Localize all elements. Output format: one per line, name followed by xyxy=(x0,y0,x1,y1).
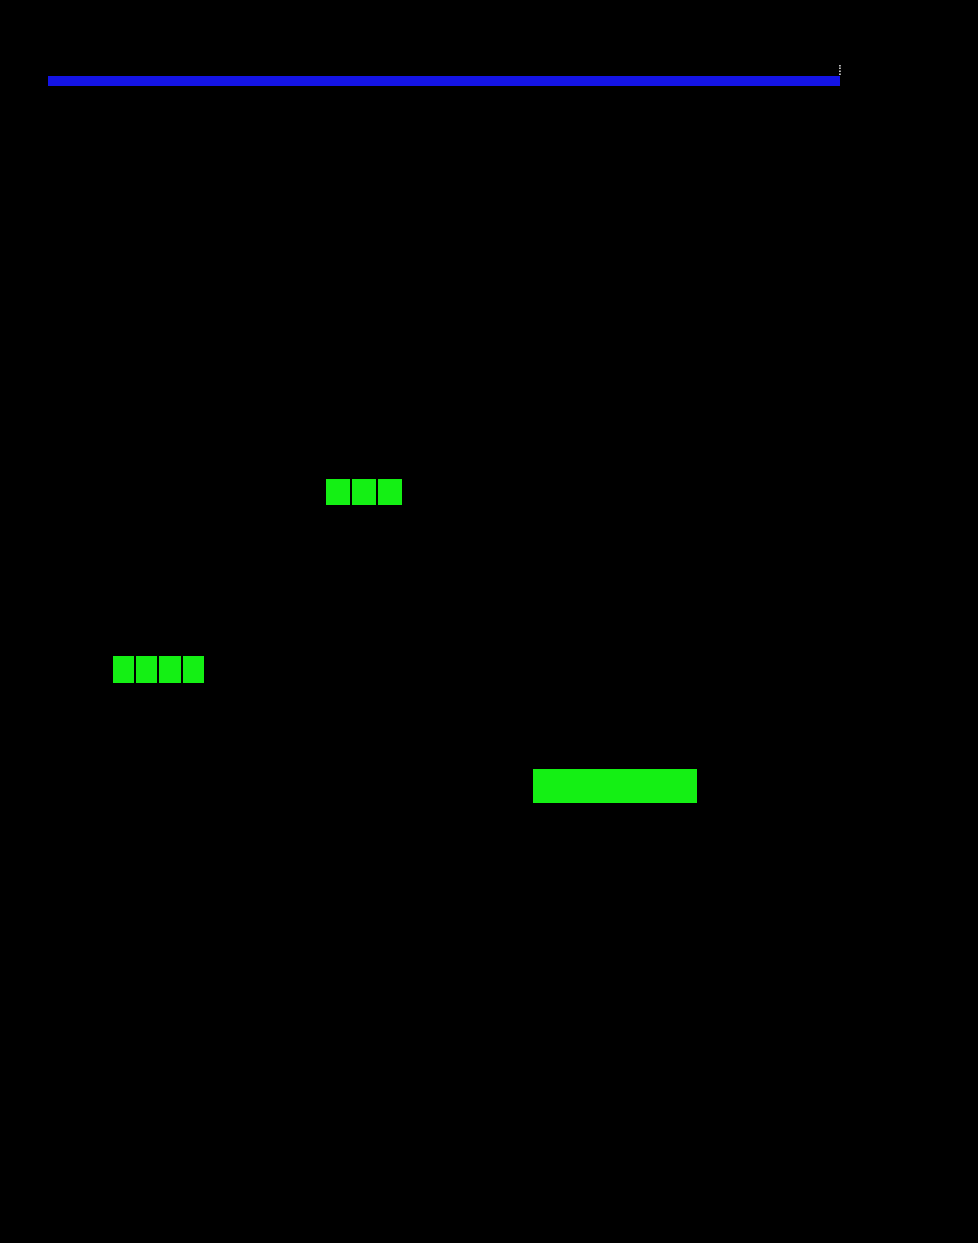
viscosity-cell xyxy=(344,655,367,684)
viscosity-cell xyxy=(65,655,88,684)
fluidity-scale xyxy=(34,768,864,804)
viscosity-tick-label: 1.5 xyxy=(704,626,726,643)
fluidity-selected-segment xyxy=(532,768,698,804)
review-note: N.B. This TDS will be subject to review after 12 supplied batches. xyxy=(42,250,649,273)
penetration-cell xyxy=(351,478,377,506)
viscosity-cell xyxy=(763,655,786,684)
viscosity-cell xyxy=(321,655,344,684)
penetration-cell xyxy=(197,478,223,506)
viscosity-high-label: HIGH xyxy=(864,599,904,616)
viscosity-cell xyxy=(42,655,65,684)
viscosity-cell xyxy=(693,655,716,684)
penetration-cell xyxy=(248,478,274,506)
viscosity-tick-label: 0.9 xyxy=(425,626,447,643)
penetration-cell xyxy=(68,478,94,506)
penetration-tick-label: 20 xyxy=(472,447,490,464)
viscosity-cell xyxy=(902,655,925,684)
viscosity-tick-label: 1.7 xyxy=(797,626,819,643)
viscosity-tick-label: 1.0 xyxy=(471,626,493,643)
property-name: Type of Filler: xyxy=(42,856,169,879)
viscosity-cell xyxy=(461,655,484,684)
penetration-cell xyxy=(300,478,326,506)
viscosity-tick-label: 0.4 xyxy=(192,626,214,643)
viscosity-cell xyxy=(833,655,856,684)
viscosity-cell xyxy=(89,655,112,684)
viscosity-tick-label: 0.6 xyxy=(285,626,307,643)
viscosity-tick-label: 1.1 xyxy=(518,626,540,643)
viscosity-cell xyxy=(600,655,623,684)
viscosity-cell xyxy=(205,655,228,684)
viscosity-cell xyxy=(251,655,274,684)
viscosity-cell xyxy=(623,655,646,684)
viscosity-tick-label: 0.2 xyxy=(99,626,121,643)
property-row xyxy=(42,894,742,932)
product-name: A7-TGG/09 Jewellery Wax xyxy=(42,205,349,233)
viscosity-tick-label: 1.9 xyxy=(890,626,912,643)
penetration-cell xyxy=(403,478,429,506)
penetration-cell xyxy=(325,478,351,506)
penetration-cell xyxy=(94,478,120,506)
penetration-cell xyxy=(42,478,68,506)
viscosity-cell xyxy=(786,655,809,684)
viscosity-cell xyxy=(275,655,298,684)
property-value: 0.05% Max xyxy=(368,894,474,917)
viscosity-cell xyxy=(554,655,577,684)
penetration-cell xyxy=(480,478,506,506)
penetration-low-label: HARD xyxy=(52,420,98,437)
viscosity-scale xyxy=(42,655,926,684)
viscosity-cell xyxy=(182,655,205,684)
viscosity-label: Viscosity/Pa s @ 70°C xyxy=(42,546,253,569)
penetration-cell xyxy=(145,478,171,506)
company-logo: Blayson xyxy=(56,20,219,64)
penetration-cell xyxy=(428,478,454,506)
viscosity-cell xyxy=(158,655,181,684)
property-value: 1.0 - 1.2% ESTIMATED xyxy=(368,932,589,955)
viscosity-cell xyxy=(809,655,832,684)
viscosity-cell xyxy=(647,655,670,684)
viscosity-cell xyxy=(112,655,135,684)
fluidity-segment xyxy=(200,768,366,804)
penetration-cell xyxy=(171,478,197,506)
penetration-cell xyxy=(274,478,300,506)
fluidity-high-label: HIGH xyxy=(698,768,864,804)
status-badge: Provisional xyxy=(712,205,847,233)
penetration-tick-label: 12 xyxy=(266,447,284,464)
penetration-scale xyxy=(42,478,506,506)
viscosity-cell xyxy=(856,655,879,684)
penetration-tick-label: 6 xyxy=(115,447,125,464)
fluidity-label: Fluidity xyxy=(42,722,109,745)
viscosity-cell xyxy=(879,655,902,684)
penetration-cell xyxy=(119,478,145,506)
penetration-cell xyxy=(454,478,480,506)
penetration-tick-label: 18 xyxy=(421,447,438,464)
penetration-cell xyxy=(222,478,248,506)
penetration-tick-row xyxy=(42,447,506,465)
header-rule xyxy=(48,76,840,86)
rule-end-marker: ⁞ xyxy=(838,62,842,78)
viscosity-cell xyxy=(716,655,739,684)
viscosity-cell xyxy=(670,655,693,684)
viscosity-tick-label: 1.3 xyxy=(611,626,633,643)
viscosity-cell xyxy=(368,655,391,684)
penetration-high-label: SOFT xyxy=(448,420,491,437)
property-row xyxy=(42,932,742,970)
viscosity-tick-label: 1.6 xyxy=(750,626,772,643)
fluidity-low-label: LOW xyxy=(34,768,200,804)
property-value: NONE xyxy=(368,856,429,879)
viscosity-cell xyxy=(530,655,553,684)
viscosity-cell xyxy=(577,655,600,684)
property-name: Free Linear Contraction: xyxy=(42,932,269,955)
viscosity-cell xyxy=(228,655,251,684)
viscosity-cell xyxy=(507,655,530,684)
penetration-tick-label: 8 xyxy=(167,447,176,464)
penetration-label-text: Penetration/10 xyxy=(42,365,179,388)
viscosity-cell xyxy=(484,655,507,684)
fluidity-segment xyxy=(366,768,532,804)
property-row xyxy=(42,856,742,894)
page-title: Technical Data Sheet xyxy=(42,120,408,162)
viscosity-tick-label: 0.7 xyxy=(332,626,354,643)
viscosity-tick-label: 0.8 xyxy=(378,626,400,643)
viscosity-tick-label: 0.1 xyxy=(53,626,74,643)
viscosity-tick-label: 1.2 xyxy=(564,626,586,643)
penetration-tick-label: 4 xyxy=(64,447,73,464)
penetration-tick-label: 16 xyxy=(369,447,387,464)
viscosity-cell xyxy=(135,655,158,684)
penetration-tick-label: 10 xyxy=(214,447,232,464)
penetration-label-exponent: -1 xyxy=(178,364,190,378)
viscosity-cell xyxy=(740,655,763,684)
viscosity-cell xyxy=(414,655,437,684)
viscosity-cell xyxy=(391,655,414,684)
penetration-label-unit: mm xyxy=(189,365,231,388)
viscosity-cell xyxy=(437,655,460,684)
viscosity-tick-label: 1.8 xyxy=(844,626,865,643)
penetration-tick-label: 14 xyxy=(317,447,335,464)
property-name: Ash Content: xyxy=(42,894,164,917)
viscosity-tick-row xyxy=(42,626,926,644)
penetration-cell xyxy=(377,478,403,506)
viscosity-low-label: LOW xyxy=(50,599,87,616)
viscosity-tick-label: 1.4 xyxy=(657,626,679,643)
viscosity-cell xyxy=(298,655,321,684)
properties-table xyxy=(42,856,742,970)
viscosity-tick-label: 0.3 xyxy=(146,626,167,643)
penetration-label xyxy=(42,364,230,389)
viscosity-tick-label: 0.5 xyxy=(239,626,261,643)
